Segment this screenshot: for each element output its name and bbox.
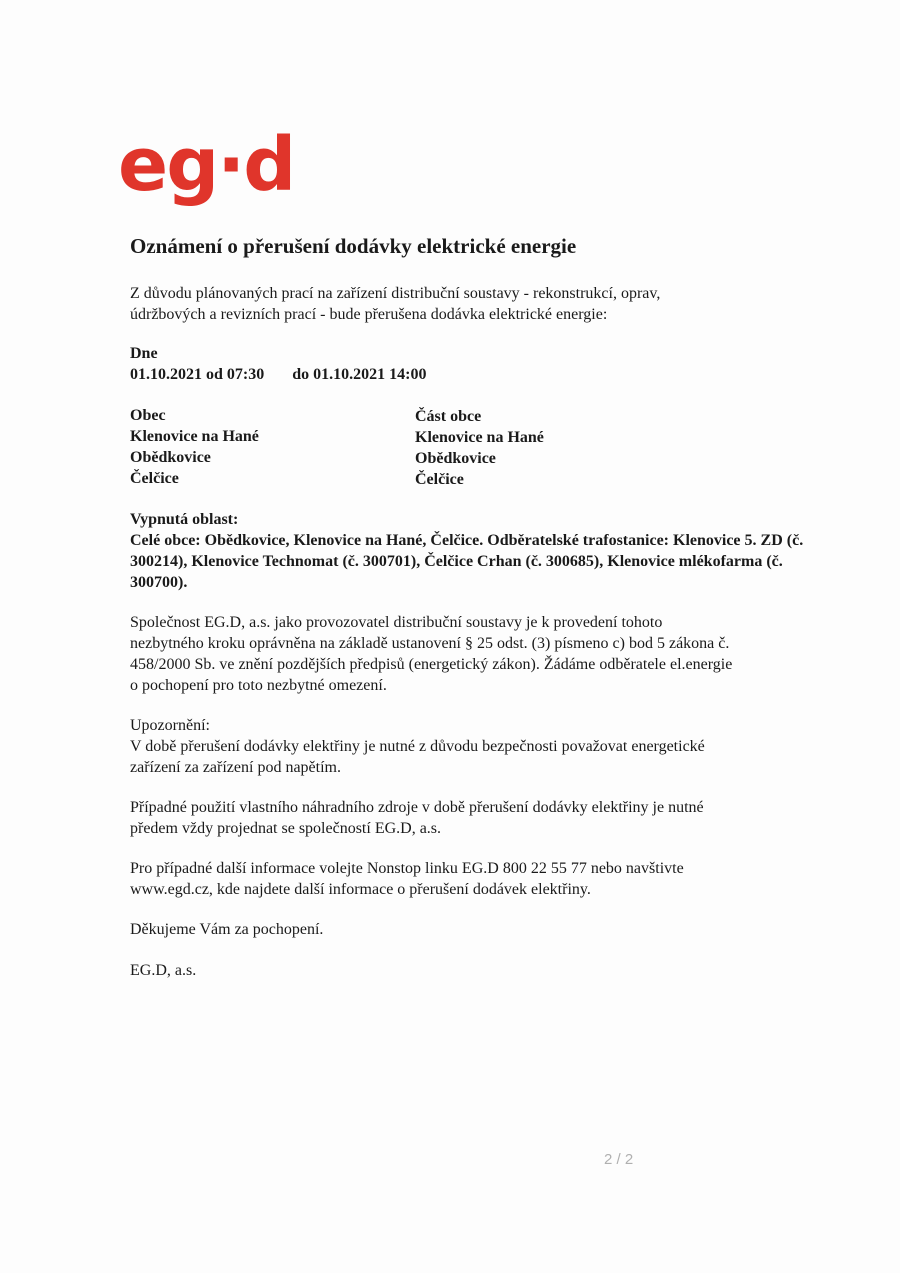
area-line: Celé obce: Obědkovice, Klenovice na Hané, Čelčice. Odběratelské trafostanice: Klenovice 5. ZD (č. (130, 532, 804, 549)
intro-paragraph (130, 283, 830, 325)
intro-line: Z důvodu plánovaných prací na zařízení distribuční soustavy - rekonstrukcí, oprav, (130, 285, 661, 302)
warning-paragraph (130, 715, 830, 778)
cast-obce-item: Obědkovice (415, 450, 496, 467)
page-number: 2 / 2 (604, 1151, 634, 1168)
legal-line: o pochopení pro toto nezbytné omezení. (130, 677, 387, 694)
date-label: Dne (130, 345, 158, 362)
cast-obce-header: Část obce (415, 408, 482, 425)
document-title: Oznámení o přerušení dodávky elektrické energie (130, 234, 577, 258)
info-line: Pro případné další informace volejte Nonstop linku EG.D 800 22 55 77 nebo navštivte (130, 860, 684, 877)
obec-header: Obec (130, 407, 166, 424)
thanks-text: Děkujeme Vám za pochopení. (130, 921, 324, 938)
info-paragraph (130, 858, 830, 900)
cast-obce-item: Čelčice (415, 471, 464, 488)
cast-obce-item: Klenovice na Hané (415, 429, 544, 446)
date-section (130, 343, 830, 385)
warning-line: zařízení za zařízení pod napětím. (130, 759, 341, 776)
legal-paragraph (130, 612, 830, 696)
backup-line: Případné použití vlastního náhradního zdroje v době přerušení dodávky elektřiny je nutné (130, 799, 704, 816)
obec-item: Klenovice na Hané (130, 428, 259, 445)
date-to: do 01.10.2021 14:00 (292, 366, 427, 383)
signature: EG.D, a.s. (130, 962, 197, 979)
area-line: 300214), Klenovice Technomat (č. 300701), Čelčice Crhan (č. 300685), Klenovice mlékofarma (č. (130, 553, 783, 570)
backup-line: předem vždy projednat se společností EG.D, a.s. (130, 820, 442, 837)
egd-logo: eg·d (118, 122, 295, 208)
legal-line: Společnost EG.D, a.s. jako provozovatel distribuční soustavy je k provedení tohoto (130, 614, 663, 631)
outage-area-section (130, 509, 860, 593)
backup-source-paragraph (130, 797, 830, 839)
obec-column (130, 405, 259, 489)
date-from: 01.10.2021 od 07:30 (130, 366, 265, 383)
area-label: Vypnutá oblast: (130, 511, 239, 528)
date-range (130, 364, 830, 385)
area-line: 300700). (130, 574, 188, 591)
intro-line: údržbových a revizních prací - bude přerušena dodávka elektrické energie: (130, 306, 608, 323)
legal-line: 458/2000 Sb. ve znění pozdějších předpisů (energetický zákon). Žádáme odběratele el.energie (130, 656, 733, 673)
obec-item: Obědkovice (130, 449, 211, 466)
warning-label: Upozornění: (130, 717, 210, 734)
warning-line: V době přerušení dodávky elektřiny je nutné z důvodu bezpečnosti považovat energetické (130, 738, 705, 755)
obec-item: Čelčice (130, 470, 179, 487)
info-line: www.egd.cz, kde najdete další informace o přerušení dodávek elektřiny. (130, 881, 591, 898)
legal-line: nezbytného kroku oprávněna na základě ustanovení § 25 odst. (3) písmeno c) bod 5 zákona č. (130, 635, 730, 652)
cast-obce-column (415, 406, 544, 490)
